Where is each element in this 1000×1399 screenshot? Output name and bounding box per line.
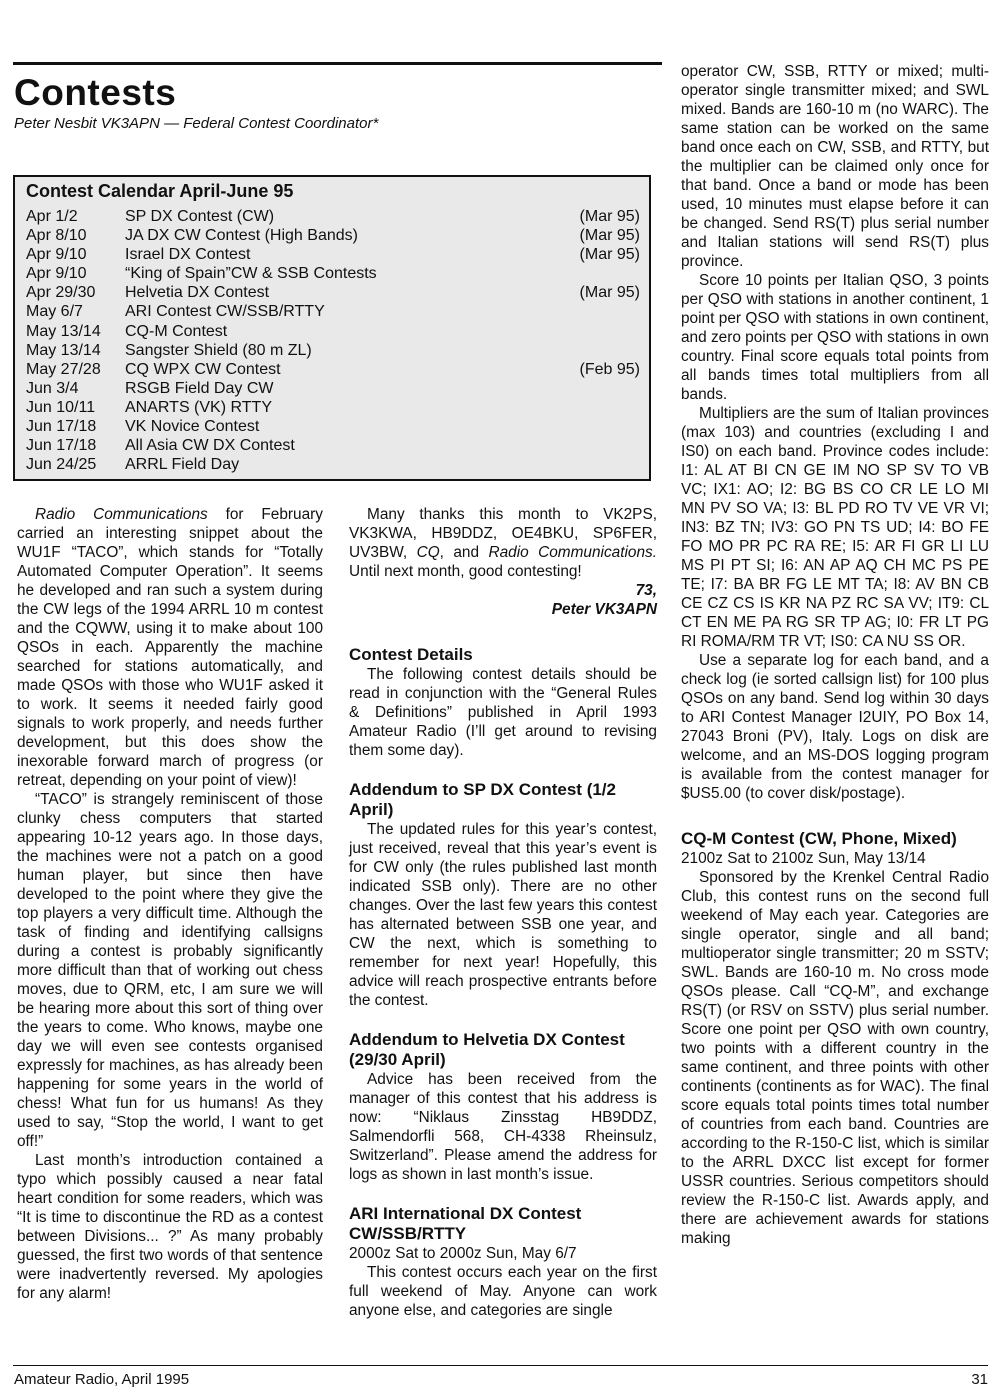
paragraph: for February carried an interesting snippet about the WU1F “TACO”, which stands for “Totally Automated Computer Operation”. It seems he developed and ran such a system during the CW legs of the 1994 ARRL 10 m contest and the CQWW, using it to make about 100 QSOs in each. Apparently the machine searched for stations automatically, and made QSOs with those who WU1F asked it to work. It seems it needed fairly good signals to work properly, and needs further development, but this does show the inexorable forward march of progress (or retreat, depending on your point of view)! <box>17 506 323 789</box>
page-title: Contests <box>14 72 177 113</box>
calendar-rows <box>26 207 640 474</box>
calendar-row <box>26 322 640 341</box>
calendar-date: May 13/14 <box>26 341 101 359</box>
thanks-text: , and <box>439 544 489 561</box>
calendar-date: Apr 1/2 <box>26 208 78 225</box>
calendar-reference: (Feb 95) <box>579 360 640 378</box>
radio-communications-ref: Radio Communications. <box>488 544 657 561</box>
calendar-date: Apr 9/10 <box>26 246 87 264</box>
calendar-contest-name: ARI Contest CW/SSB/RTTY <box>125 303 325 321</box>
heading-contest-details: Contest Details <box>349 645 473 664</box>
calendar-contest-name: ANARTS (VK) RTTY <box>125 398 272 416</box>
paragraph: operator CW, SSB, RTTY or mixed; multi-operator single transmitter mixed; and SWL mixed. Bands are 160-10 m (no WARC). The same station can be worked on the same band once each on CW, SSB, and RTTY, but the multiplier can be claimed only once for that band. Once a band or mode has been used, 10 minutes must elapse before it can be changed. Send RS(T) plus serial number and Italian stations will send RS(T) plus province. <box>681 63 989 270</box>
calendar-row <box>26 455 640 474</box>
contest-time: 2000z Sat to 2000z Sun, May 6/7 <box>349 1245 577 1262</box>
thanks-text: Until next month, good contesting! <box>349 563 582 580</box>
calendar-date: Apr 9/10 <box>26 265 87 283</box>
paragraph: Score 10 points per Italian QSO, 3 points per QSO with stations in another continent, 1 point per QSO with stations in own continent, and zero points per QSO with stations in own country. Final score equals total points from all bands times total multipliers from all bands. <box>681 272 989 403</box>
calendar-date: Jun 17/18 <box>26 418 97 436</box>
calendar-row <box>26 436 640 455</box>
calendar-contest-name: All Asia CW DX Contest <box>125 437 295 455</box>
calendar-row <box>26 417 640 436</box>
footer-rule <box>13 1365 988 1366</box>
column-1 <box>17 505 323 1303</box>
paragraph: The following contest details should be read in conjunction with the “General Rules & Definitions” published in April 1993 Amateur Radio (I’ll get around to revising them some day). <box>349 666 657 759</box>
calendar-title: Contest Calendar April-June 95 <box>26 181 294 201</box>
calendar-date: Apr 29/30 <box>26 284 96 302</box>
calendar-row <box>26 398 640 417</box>
calendar-contest-name: SP DX Contest (CW) <box>125 208 275 225</box>
thanks-text: Many thanks this month to VK2PS, VK3KWA, HB9DDZ, OE4BKU, SP6FER, UV3BW, <box>349 506 657 561</box>
calendar-row <box>26 360 640 379</box>
calendar-contest-name: CQ WPX CW Contest <box>125 360 281 378</box>
calendar-date: May 13/14 <box>26 322 101 340</box>
calendar-date: May 27/28 <box>26 360 101 378</box>
calendar-reference: (Mar 95) <box>579 284 640 302</box>
heading-helvetia: Addendum to Helvetia DX Contest (29/30 April) <box>349 1030 625 1069</box>
paragraph: Sponsored by the Krenkel Central Radio Club, this contest runs on the second full weekend of May each year. Categories are single operator, single and all band; multioperator single transmitter; 20 m SSTV; SWL. Bands are 160-10 m. No cross mode QSOs please. Call “CQ-M”, and exchange RS(T) (or RSV on SSTV) plus serial number. Score one point per QSO with own country, two points with a different country in the same continent, and three points with other continents (continents as for WAC). The final score equals total points times total number of countries from each band. Countries are according to the R-150-C list, which is similar to the ARRL DXCC list except for former USSR countries. Serious competitors should review the R-150-C list. Awards apply, and there are achievement awards for stations making <box>681 869 989 1247</box>
calendar-contest-name: Sangster Shield (80 m ZL) <box>125 341 312 359</box>
calendar-contest-name: VK Novice Contest <box>125 418 260 436</box>
contest-time: 2100z Sat to 2100z Sun, May 13/14 <box>681 850 926 867</box>
calendar-reference: (Mar 95) <box>579 208 640 225</box>
paragraph: This contest occurs each year on the first full weekend of May. Anyone can work anyone else, and categories are single <box>349 1264 657 1319</box>
calendar-contest-name: CQ-M Contest <box>125 322 228 340</box>
cq-ref: CQ <box>416 544 440 561</box>
byline: Peter Nesbit VK3APN — Federal Contest Coordinator* <box>14 115 379 132</box>
heading-sp-dx: Addendum to SP DX Contest (1/2 April) <box>349 780 616 819</box>
calendar-date: May 6/7 <box>26 303 83 321</box>
title-rule <box>13 62 662 65</box>
calendar-date: Jun 24/25 <box>26 456 97 474</box>
calendar-row <box>26 283 640 302</box>
calendar-row <box>26 207 640 226</box>
paragraph: Multipliers are the sum of Italian provinces (max 103) and countries (excluding I and IS0) on each band. Province codes include: I1: AL AT BI CN GE IM NO SP SV TO VB VC; IX1: AO; I2: BG BS CO CR LE LO MI MN PV SO VA; I3: BL PD RO TV VE VR VI; IN3: BZ TN; IV3: GO PN TS UD; I4: BO FE FO MO PR PC RA RE; I5: AR FI GR LI LU MS PI PT SI; I6: AN AP AQ CH MC PS PE TE; I7: BA BR FG LE MT TA; I8: AV BN CB CE CZ CS IS KR NA PZ RC SA VV; IT9: CL CT EN ME PA RG SR TP AG; I0: FR LT PG RI ROMA/RM TR VT; IS0: CA NU SS OR. <box>681 405 989 650</box>
calendar-reference: (Mar 95) <box>579 246 640 264</box>
calendar-row <box>26 379 640 398</box>
footer-publication: Amateur Radio, April 1995 <box>14 1371 190 1388</box>
column-2 <box>349 505 657 1320</box>
heading-ari: ARI International DX Contest CW/SSB/RTTY <box>349 1204 582 1243</box>
calendar-row <box>26 264 640 283</box>
calendar-row <box>26 226 640 245</box>
signature-73: 73, <box>635 582 657 599</box>
contest-calendar-box <box>13 175 651 481</box>
calendar-row <box>26 302 640 321</box>
calendar-row <box>26 245 640 264</box>
page-number: 31 <box>971 1371 988 1388</box>
paragraph: “TACO” is strangely reminiscent of those clunky chess computers that started appearing 10-12 years ago. In those days, the machines were not a patch on a good human player, but since then have developed to the point where they give the top players a very difficult time. Although the task of finding and identifying callsigns during a contest is probably significantly more difficult than that of working out chess moves, due to QRM, etc, I am sure we will be hearing more about this sort of thing over the years to come. Who knows, maybe one day we will even see contests organised expressly for machines, as has already been happening for some years in the world of chess! What fun for us humans! As they used to say, “Stop the world, I want to get off!” <box>17 791 323 1150</box>
paragraph: Advice has been received from the manager of this contest that his address is now: “Niklaus Zinsstag HB9DDZ, Salmendorfli 568, CH-4338 Rheinsulz, Switzerland”. Please amend the address for logs as shown in last month’s issue. <box>349 1071 657 1183</box>
calendar-contest-name: Helvetia DX Contest <box>125 284 270 302</box>
calendar-contest-name: ARRL Field Day <box>125 456 240 474</box>
calendar-contest-name: JA DX CW Contest (High Bands) <box>125 227 358 245</box>
calendar-date: Jun 3/4 <box>26 379 79 397</box>
calendar-contest-name: Israel DX Contest <box>125 246 251 264</box>
calendar-date: Apr 8/10 <box>26 227 87 245</box>
calendar-date: Jun 10/11 <box>26 398 96 416</box>
calendar-date: Jun 17/18 <box>26 437 97 455</box>
calendar-row <box>26 341 640 360</box>
calendar-contest-name: “King of Spain”CW & SSB Contests <box>125 265 377 283</box>
column-3 <box>681 62 989 1248</box>
paragraph: Last month’s introduction contained a typo which possibly caused a near fatal heart condition for some readers, which was “It is time to discontinue the RD as a contest between Divisions... ?” As many probably guessed, the first two words of that sentence were inadvertently reversed. My apologies for any alarm! <box>17 1152 323 1302</box>
radio-communications-ref: Radio Communications <box>35 506 208 523</box>
heading-cq-m: CQ-M Contest (CW, Phone, Mixed) <box>681 829 957 848</box>
paragraph: The updated rules for this year’s contest, just received, reveal that this year’s event is for CW only (the rules published last month indicated SSB only). There are no other changes. Over the last few years this contest has alternated between SSB one year, and CW the next, which is something to remember for next year! Hopefully, this advice will reach prospective entrants before the contest. <box>349 821 657 1009</box>
signature-name: Peter VK3APN <box>551 601 657 618</box>
calendar-contest-name: RSGB Field Day CW <box>125 379 274 397</box>
calendar-reference: (Mar 95) <box>579 227 640 245</box>
paragraph: Use a separate log for each band, and a check log (ie sorted callsign list) for 100 plus QSOs on any band. Send log within 30 days to ARI Contest Manager I2UIY, PO Box 14, 27043 Broni (PV), Italy. Logs on disk are welcome, and an MS-DOS logging program is available from the contest manager for $US5.00 (to cover disk/postage). <box>681 652 989 802</box>
